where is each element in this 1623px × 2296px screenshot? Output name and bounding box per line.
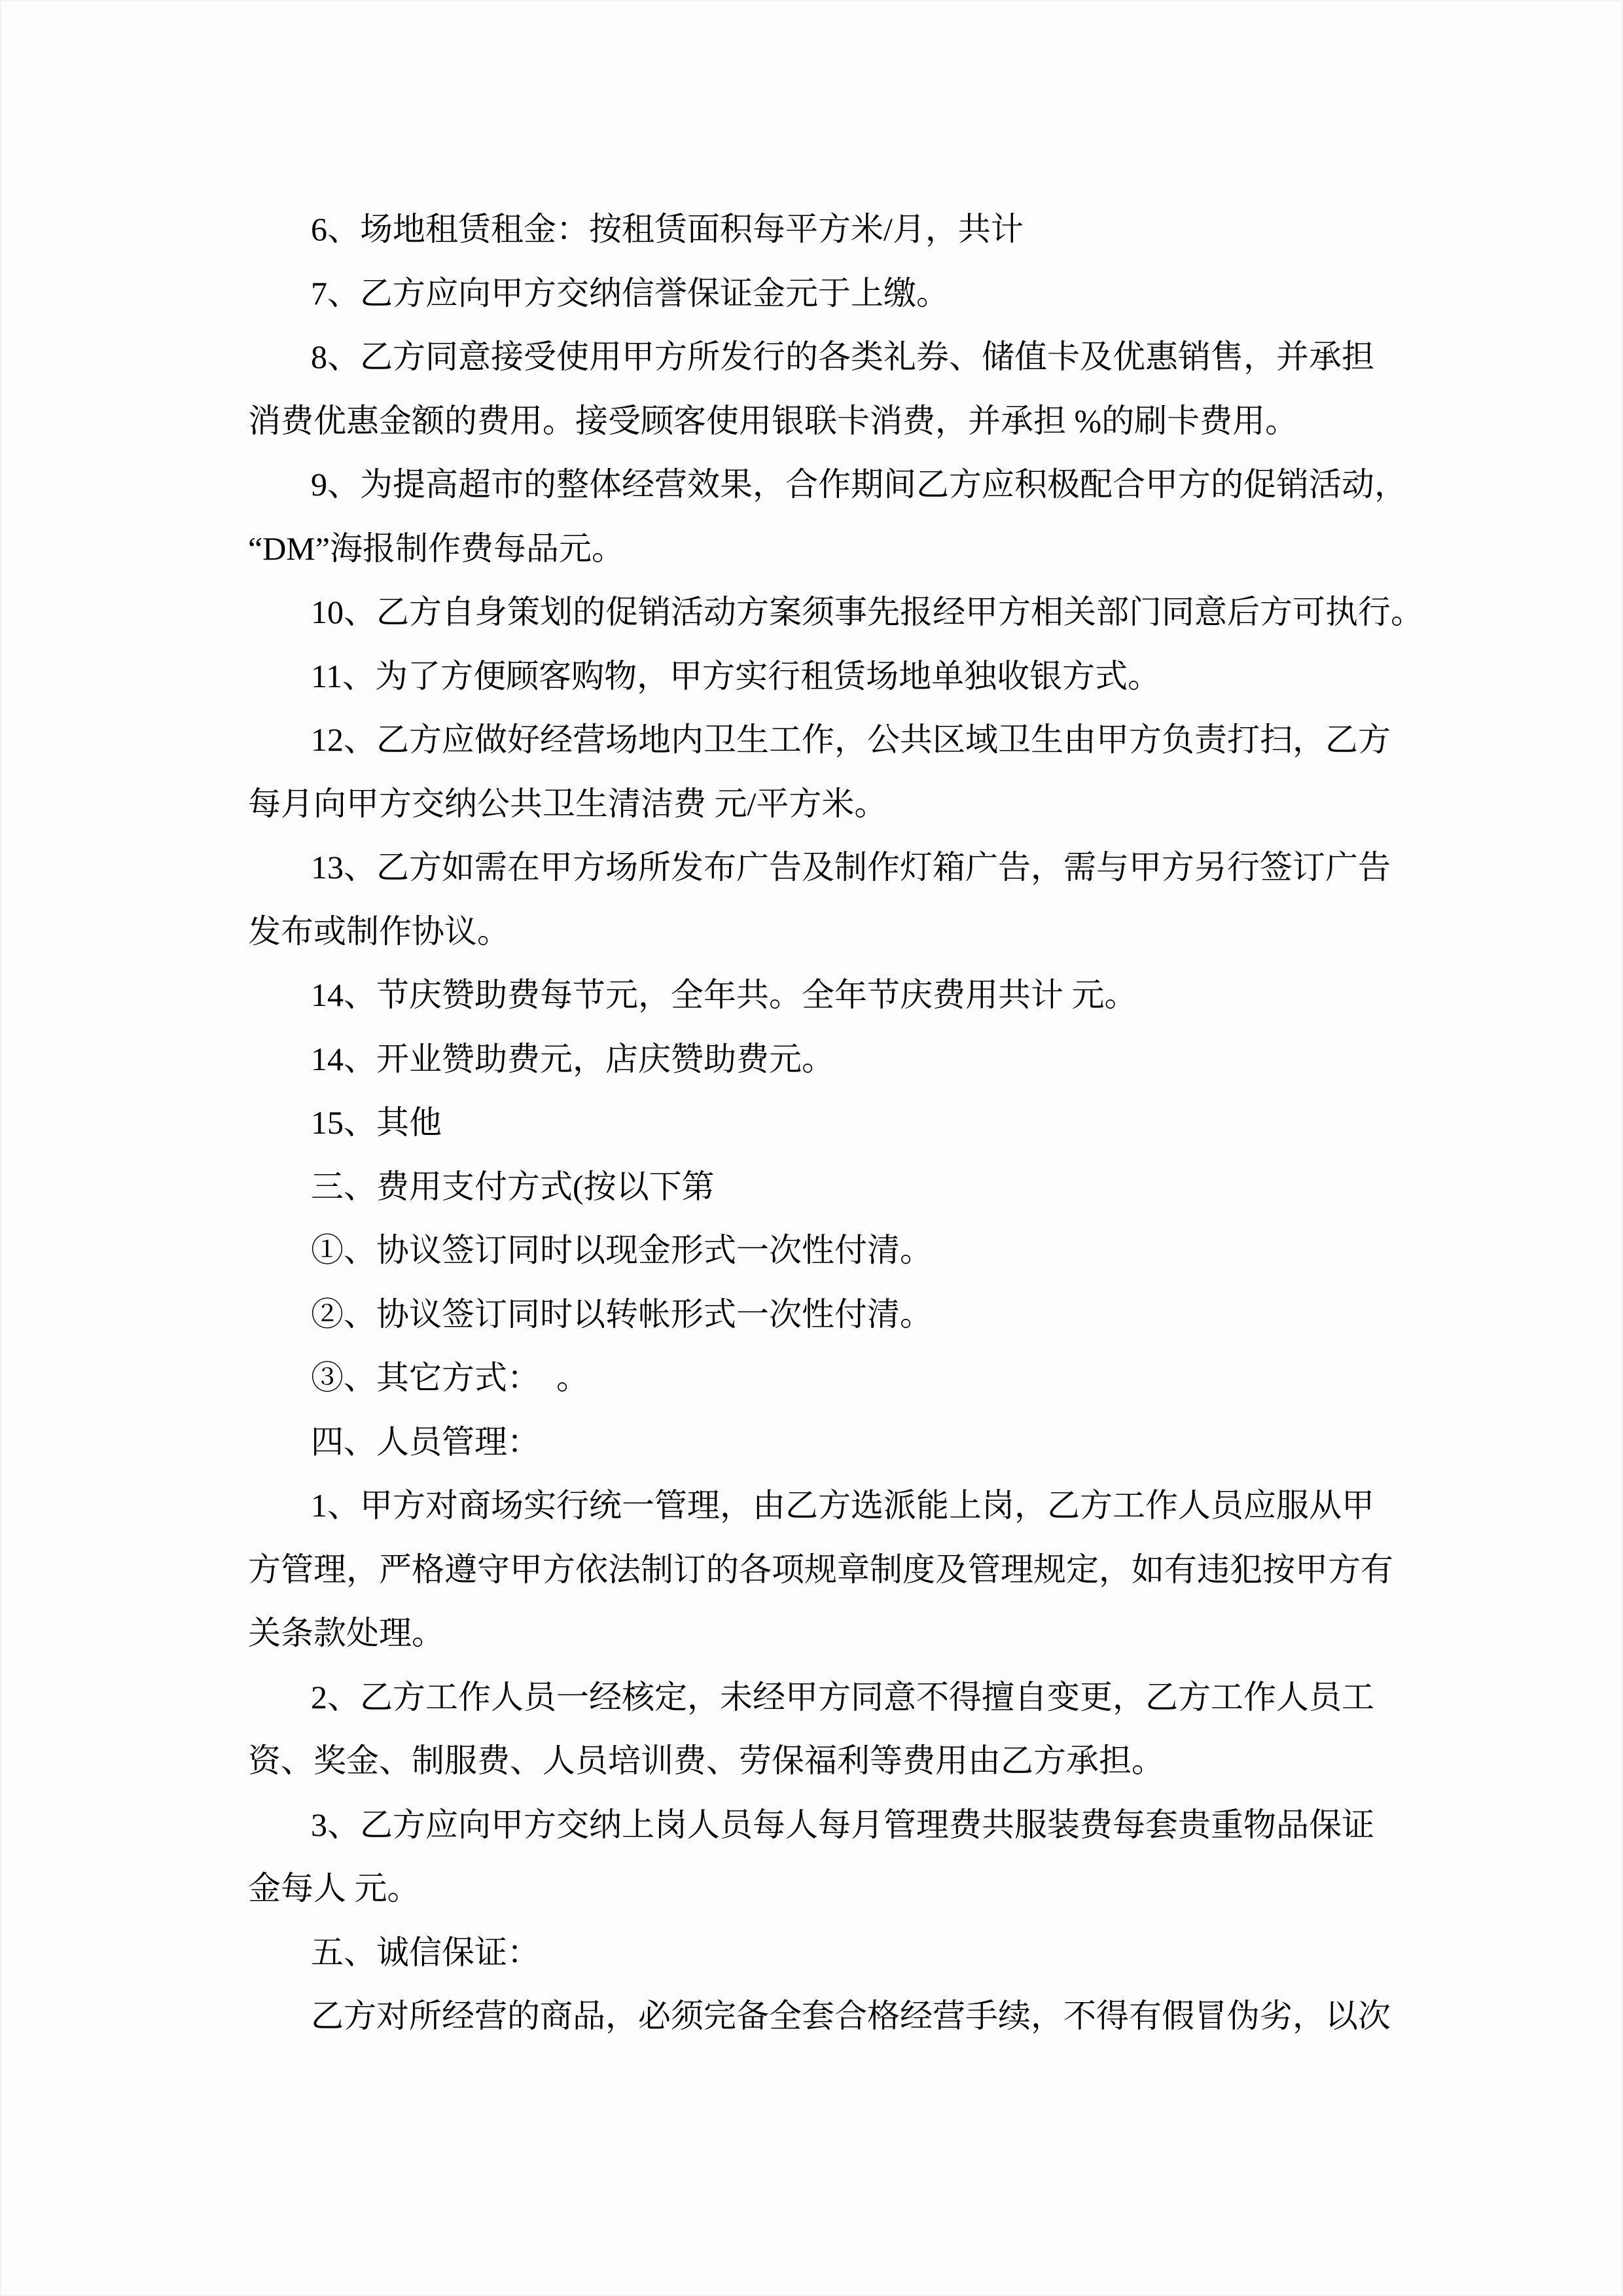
contract-body (248, 198, 1423, 2049)
text-line: 三、费用支付方式(按以下第 (311, 1168, 715, 1205)
text-line: 乙方对所经营的商品，必须完备全套合格经营手续，不得有假冒伪劣，以次 (311, 1998, 1391, 2034)
text-line: 方管理，严格遵守甲方依法制订的各项规章制度及管理规定，如有违犯按甲方有 (248, 1551, 1393, 1588)
text-line: “DM”海报制作费每品元。 (248, 529, 624, 567)
text-line: ③、其它方式： 。 (311, 1359, 589, 1396)
text-line: 10、乙方自身策划的促销活动方案须事先报经甲方相关部门同意后方可执行。 (311, 594, 1423, 630)
text-line: 3、乙方应向甲方交纳上岗人员每人每月管理费共服装费每套贵重物品保证 (311, 1806, 1374, 1843)
text-line: 关条款处理。 (248, 1615, 444, 1651)
text-line: 14、开业赞助费元，店庆赞助费元。 (311, 1040, 834, 1077)
text-line: ①、协议签订同时以现金形式一次性付清。 (311, 1232, 933, 1268)
text-line: 9、为提高超市的整体经营效果，合作期间乙方应积极配合甲方的促销活动， (311, 466, 1407, 503)
text-line: 14、节庆赞助费每节元，全年共。全年节庆费用共计 元。 (311, 977, 1137, 1013)
text-line: 6、场地租赁租金：按租赁面积每平方米/月，共计 (311, 211, 1024, 247)
text-line: 1、甲方对商场实行统一管理，由乙方选派能上岗，乙方工作人员应服从甲 (311, 1487, 1374, 1524)
text-line: 15、其他 (311, 1104, 442, 1141)
text-line: 发布或制作协议。 (248, 912, 510, 950)
text-line: 四、人员管理： (311, 1423, 540, 1460)
text-line: 五、诚信保证： (311, 1933, 540, 1971)
text-line: 资、奖金、制服费、人员培训费、劳保福利等费用由乙方承担。 (248, 1742, 1164, 1779)
text-line: 7、乙方应向甲方交纳信誉保证金元于上缴。 (311, 274, 949, 312)
text-line: 每月向甲方交纳公共卫生清洁费 元/平方米。 (248, 785, 887, 822)
text-line: 金每人 元。 (248, 1870, 420, 1907)
text-line: 8、乙方同意接受使用甲方所发行的各类礼券、储值卡及优惠销售，并承担 (311, 338, 1374, 375)
text-line: 12、乙方应做好经营场地内卫生工作，公共区域卫生由甲方负责打扫，乙方 (311, 721, 1391, 758)
text-line: ②、协议签订同时以转帐形式一次性付清。 (311, 1295, 933, 1333)
text-line: 消费优惠金额的费用。接受顾客使用银联卡消费，并承担 %的刷卡费用。 (248, 402, 1298, 439)
text-line: 11、为了方便顾客购物，甲方实行租赁场地单独收银方式。 (311, 657, 1161, 694)
text-line: 2、乙方工作人员一经核定，未经甲方同意不得擅自变更，乙方工作人员工 (311, 1678, 1374, 1715)
text-line: 13、乙方如需在甲方场所发布广告及制作灯箱广告，需与甲方另行签订广告 (311, 849, 1391, 886)
